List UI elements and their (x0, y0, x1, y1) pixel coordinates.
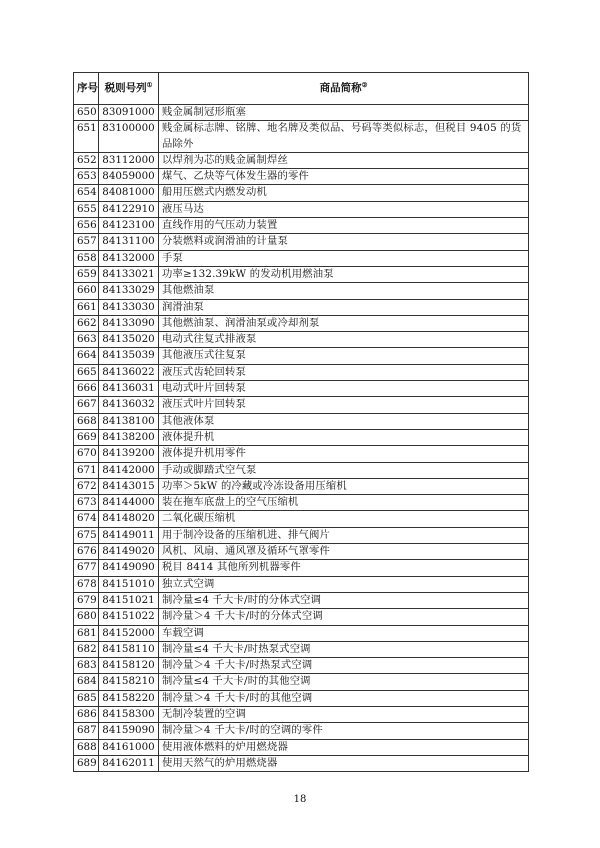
table-row (74, 397, 529, 413)
table-body (74, 105, 529, 772)
table-row (74, 478, 529, 494)
footnote-marker: ① (146, 80, 153, 89)
tariff-code-cell: 84158220 (99, 690, 159, 706)
product-name-cell: 分装燃料或润滑油的计量泵 (159, 234, 529, 250)
product-name-cell: 润滑油泵 (159, 299, 529, 315)
product-name-cell: 其他液体泵 (159, 413, 529, 429)
header-tariff-code: 税则号列① (99, 73, 159, 105)
product-name-cell: 使用液体燃料的炉用燃烧器 (159, 739, 529, 755)
table-row (74, 641, 529, 657)
tariff-code-cell: 84059000 (99, 169, 159, 185)
tariff-code-cell: 84123100 (99, 218, 159, 234)
table-row (74, 429, 529, 445)
table-row (74, 511, 529, 527)
serial-number-cell: 656 (74, 218, 99, 234)
tariff-code-cell: 84144000 (99, 495, 159, 511)
table-row (74, 315, 529, 331)
serial-number-cell: 681 (74, 625, 99, 641)
table-row (74, 723, 529, 739)
tariff-code-cell: 84158110 (99, 641, 159, 657)
tariff-code-cell: 84159090 (99, 723, 159, 739)
table-row (74, 152, 529, 168)
tariff-code-cell: 84138100 (99, 413, 159, 429)
table-row (74, 690, 529, 706)
table-row (74, 121, 529, 153)
table-row (74, 266, 529, 282)
table-row (74, 283, 529, 299)
product-name-cell: 二氧化碳压缩机 (159, 511, 529, 527)
serial-number-cell: 685 (74, 690, 99, 706)
product-name-cell: 独立式空调 (159, 576, 529, 592)
table-row (74, 495, 529, 511)
page-number: 18 (293, 794, 307, 805)
serial-number-cell: 678 (74, 576, 99, 592)
table-row (74, 201, 529, 217)
serial-number-cell: 672 (74, 478, 99, 494)
header-product-name: 商品简称② (159, 73, 529, 105)
serial-number-cell: 666 (74, 381, 99, 397)
table-row (74, 625, 529, 641)
product-name-cell: 无制冷装置的空调 (159, 706, 529, 722)
table-row (74, 332, 529, 348)
serial-number-cell: 665 (74, 364, 99, 380)
tariff-code-cell: 84081000 (99, 185, 159, 201)
tariff-code-cell: 84135020 (99, 332, 159, 348)
tariff-code-cell: 84151010 (99, 576, 159, 592)
serial-number-cell: 680 (74, 609, 99, 625)
table-row (74, 413, 529, 429)
table-row (74, 706, 529, 722)
table-row (74, 218, 529, 234)
tariff-code-cell: 84122910 (99, 201, 159, 217)
serial-number-cell: 677 (74, 560, 99, 576)
tariff-code-cell: 84143015 (99, 478, 159, 494)
tariff-code-cell: 84136031 (99, 381, 159, 397)
table-row (74, 250, 529, 266)
serial-number-cell: 653 (74, 169, 99, 185)
serial-number-cell: 659 (74, 266, 99, 282)
product-name-cell: 电动式往复式排液泵 (159, 332, 529, 348)
product-name-cell: 制冷量≤4 千大卡/时的分体式空调 (159, 592, 529, 608)
product-name-cell: 煤气、乙炔等气体发生器的零件 (159, 169, 529, 185)
table-row (74, 348, 529, 364)
serial-number-cell: 689 (74, 755, 99, 771)
serial-number-cell: 683 (74, 658, 99, 674)
product-name-cell: 其他燃油泵 (159, 283, 529, 299)
serial-number-cell: 668 (74, 413, 99, 429)
tariff-code-cell: 84158300 (99, 706, 159, 722)
tariff-code-cell: 84138200 (99, 429, 159, 445)
product-name-cell: 液压式叶片回转泵 (159, 397, 529, 413)
product-name-cell: 贱金属标志牌、铭牌、地名牌及类似品、号码等类似标志，但税目 9405 的货品除外 (159, 121, 529, 153)
product-name-cell: 手泵 (159, 250, 529, 266)
tariff-code-cell: 84149090 (99, 560, 159, 576)
product-name-cell: 车载空调 (159, 625, 529, 641)
serial-number-cell: 684 (74, 674, 99, 690)
tariff-code-cell: 83091000 (99, 105, 159, 121)
product-name-cell: 直线作用的气压动力装置 (159, 218, 529, 234)
table-row (74, 364, 529, 380)
serial-number-cell: 670 (74, 446, 99, 462)
product-name-cell: 风机、风扇、通风罩及循环气罩零件 (159, 544, 529, 560)
serial-number-cell: 679 (74, 592, 99, 608)
header-serial-number: 序号 (74, 73, 99, 105)
tariff-code-cell: 84142000 (99, 462, 159, 478)
serial-number-cell: 687 (74, 723, 99, 739)
footnote-marker: ② (361, 80, 368, 89)
product-name-cell: 电动式叶片回转泵 (159, 381, 529, 397)
table-row (74, 560, 529, 576)
product-name-cell: 制冷量＞4 千大卡/时的其他空调 (159, 690, 529, 706)
product-name-cell: 以焊剂为芯的贱金属制焊丝 (159, 152, 529, 168)
tariff-table (73, 72, 529, 772)
serial-number-cell: 663 (74, 332, 99, 348)
product-name-cell: 船用压燃式内燃发动机 (159, 185, 529, 201)
product-name-cell: 制冷量≤4 千大卡/时的其他空调 (159, 674, 529, 690)
product-name-cell: 用于制冷设备的压缩机进、排气阀片 (159, 527, 529, 543)
table-row (74, 576, 529, 592)
tariff-code-cell: 84149011 (99, 527, 159, 543)
product-name-cell: 液压式齿轮回转泵 (159, 364, 529, 380)
table-row (74, 105, 529, 121)
product-name-cell: 税目 8414 其他所列机器零件 (159, 560, 529, 576)
product-name-cell: 制冷量＞4 千大卡/时的分体式空调 (159, 609, 529, 625)
serial-number-cell: 650 (74, 105, 99, 121)
tariff-code-cell: 83100000 (99, 121, 159, 153)
product-name-cell: 功率≥132.39kW 的发动机用燃油泵 (159, 266, 529, 282)
serial-number-cell: 688 (74, 739, 99, 755)
table-row (74, 739, 529, 755)
serial-number-cell: 676 (74, 544, 99, 560)
product-name-cell: 贱金属制冠形瓶塞 (159, 105, 529, 121)
table-row (74, 527, 529, 543)
serial-number-cell: 675 (74, 527, 99, 543)
serial-number-cell: 673 (74, 495, 99, 511)
serial-number-cell: 686 (74, 706, 99, 722)
table-row (74, 609, 529, 625)
product-name-cell: 液体提升机 (159, 429, 529, 445)
serial-number-cell: 664 (74, 348, 99, 364)
tariff-code-cell: 84132000 (99, 250, 159, 266)
tariff-code-cell: 84133021 (99, 266, 159, 282)
tariff-code-cell: 84158210 (99, 674, 159, 690)
serial-number-cell: 651 (74, 121, 99, 153)
tariff-code-cell: 84151022 (99, 609, 159, 625)
tariff-code-cell: 84135039 (99, 348, 159, 364)
serial-number-cell: 655 (74, 201, 99, 217)
serial-number-cell: 674 (74, 511, 99, 527)
product-name-cell: 功率＞5kW 的冷藏或冷冻设备用压缩机 (159, 478, 529, 494)
serial-number-cell: 658 (74, 250, 99, 266)
serial-number-cell: 667 (74, 397, 99, 413)
tariff-code-cell: 84162011 (99, 755, 159, 771)
product-name-cell: 制冷量＞4 千大卡/时热泵式空调 (159, 658, 529, 674)
product-name-cell: 液体提升机用零件 (159, 446, 529, 462)
serial-number-cell: 662 (74, 315, 99, 331)
tariff-code-cell: 84139200 (99, 446, 159, 462)
product-name-cell: 使用天然气的炉用燃烧器 (159, 755, 529, 771)
table-row (74, 674, 529, 690)
tariff-code-cell: 84158120 (99, 658, 159, 674)
serial-number-cell: 660 (74, 283, 99, 299)
table-row (74, 185, 529, 201)
table-row (74, 234, 529, 250)
product-name-cell: 装在拖车底盘上的空气压缩机 (159, 495, 529, 511)
table-row (74, 658, 529, 674)
table-row (74, 446, 529, 462)
tariff-code-cell: 84133090 (99, 315, 159, 331)
table-row (74, 544, 529, 560)
product-name-cell: 制冷量≤4 千大卡/时热泵式空调 (159, 641, 529, 657)
tariff-code-cell: 84136032 (99, 397, 159, 413)
table-row (74, 755, 529, 771)
tariff-code-cell: 84149020 (99, 544, 159, 560)
tariff-code-cell: 83112000 (99, 152, 159, 168)
tariff-code-cell: 84133029 (99, 283, 159, 299)
tariff-code-cell: 84148020 (99, 511, 159, 527)
tariff-code-cell: 84151021 (99, 592, 159, 608)
product-name-cell: 其他燃油泵、润滑油泵或冷却剂泵 (159, 315, 529, 331)
tariff-code-cell: 84131100 (99, 234, 159, 250)
serial-number-cell: 671 (74, 462, 99, 478)
table-row (74, 381, 529, 397)
serial-number-cell: 657 (74, 234, 99, 250)
product-name-cell: 制冷量＞4 千大卡/时的空调的零件 (159, 723, 529, 739)
table-row (74, 169, 529, 185)
table-header (74, 73, 529, 105)
product-name-cell: 手动或脚踏式空气泵 (159, 462, 529, 478)
table-row (74, 462, 529, 478)
tariff-code-cell: 84152000 (99, 625, 159, 641)
product-name-cell: 其他液压式往复泵 (159, 348, 529, 364)
tariff-code-cell: 84133030 (99, 299, 159, 315)
serial-number-cell: 661 (74, 299, 99, 315)
table-row (74, 592, 529, 608)
tariff-code-cell: 84161000 (99, 739, 159, 755)
header-row (74, 73, 529, 105)
serial-number-cell: 652 (74, 152, 99, 168)
serial-number-cell: 669 (74, 429, 99, 445)
product-name-cell: 液压马达 (159, 201, 529, 217)
tariff-code-cell: 84136022 (99, 364, 159, 380)
serial-number-cell: 682 (74, 641, 99, 657)
table-row (74, 299, 529, 315)
serial-number-cell: 654 (74, 185, 99, 201)
